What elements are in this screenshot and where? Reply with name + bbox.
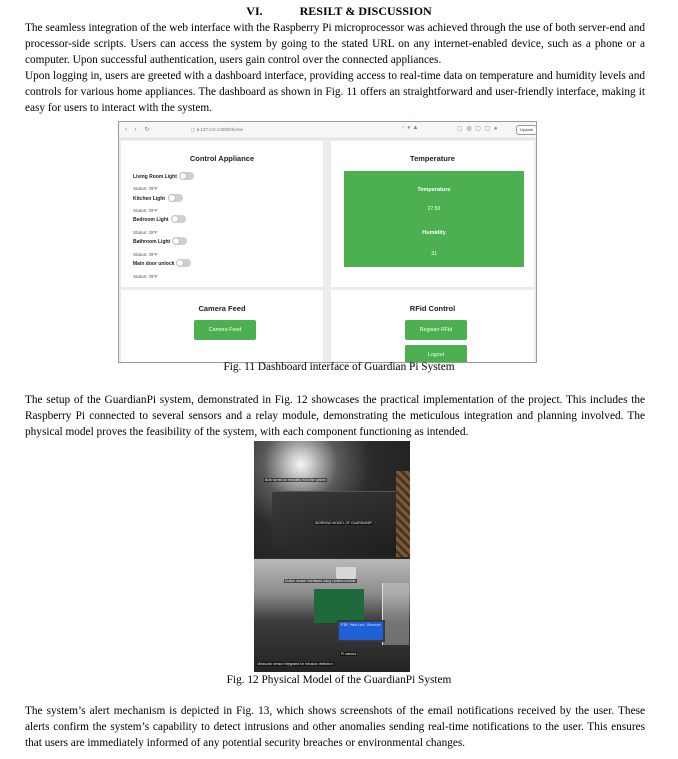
browser-url: ▢ ● 127.0.0.1:5000/home xyxy=(191,127,244,132)
paragraph-4: The system’s alert mechanism is depicted in Fig. 13, which shows screenshots of the email notifications received by the user. These alerts confirm the system’s capability to detect intrusions and other anomalies sending real-time notifications to the user. This ensures that users are immediately informed of any potential security breaches or environmental changes. xyxy=(25,705,645,749)
appliance-label-bedroom: Bedroom Light xyxy=(133,217,169,223)
section-heading xyxy=(0,4,678,19)
appliance-status-bedroom: Status: OFF xyxy=(133,230,158,235)
photo-tag-ultrasonic: Ultrasonic sensor integrated for intrusion detection xyxy=(257,662,333,666)
toggle-kitchen-light xyxy=(168,194,183,202)
photo-tag-model: WORKING MODEL OF GUARDIANPI xyxy=(315,521,373,525)
lcd-text: PIR Motion Sensor xyxy=(340,624,382,628)
sensor-readings-box xyxy=(344,171,524,267)
temperature-label: Temperature xyxy=(417,187,451,193)
rfid-control-panel xyxy=(331,290,534,362)
photo-tag-cam: Pi camera xyxy=(341,652,357,656)
appliance-label-bathroom: Bathroom Light xyxy=(133,239,171,245)
toggle-bedroom-light xyxy=(171,215,186,223)
photo-tag-bulb: Bulb turned on remotely from the system xyxy=(265,478,327,482)
appliance-status-living-room: Status: OFF xyxy=(133,186,158,191)
toggle-bathroom-light xyxy=(172,237,187,245)
figure-11-dashboard xyxy=(118,121,537,363)
paragraph-1: The seamless integration of the web interface with the Raspberry Pi microprocessor was achieved through the use of both server-end and processor-side scripts. Users can access the system by going to the stated URL on any internet-enabled device, such as a phone or a computer. Upon successful authentication, users gain control over the connected appliances. xyxy=(25,22,645,66)
browser-nav-icons: ‹ › ↻ xyxy=(125,127,153,133)
paragraph-2: Upon logging in, users are greeted with a dashboard interface, providing access to real-time data on temperature and humidity levels and controls for various home appliances. The dashboard as shown in Fig. 11 offers an straightforward and user-friendly interface, making it easy for users to interact with the system. xyxy=(25,70,645,114)
camera-feed-panel xyxy=(121,290,323,362)
rfid-control-title: RFid Control xyxy=(409,304,456,313)
update-button: Update xyxy=(516,125,537,135)
browser-extension-icons: ♂ ● ▲ xyxy=(401,125,419,131)
ultrasonic-sensor-module xyxy=(336,567,356,579)
url-text: 127.0.0.1:5000/home xyxy=(200,127,244,132)
temperature-panel xyxy=(331,141,534,287)
register-rfid-button: Register RFid xyxy=(405,320,467,340)
figure-12-photo xyxy=(254,441,410,672)
photo-sensors-and-lcd xyxy=(254,559,410,672)
section-title: RESILT & DISCUSSION xyxy=(299,4,432,18)
appliance-label-living-room: Living Room Light xyxy=(133,174,177,180)
camera-feed-button: Camera Feed xyxy=(194,320,256,340)
camera-feed-title: Camera Feed xyxy=(198,304,246,313)
raspberry-pi-board xyxy=(314,589,364,623)
paragraph-3: The setup of the GuardianPi system, demonstrated in Fig. 12 showcases the practical implementation of the project. This includes the Raspberry Pi connected to several sensors and a relay module, demonstrating the meticulous integration and planning involved. The physical model proves the feasibility of the system, with each component functioning as intended. xyxy=(25,394,645,438)
humidity-value: 31 xyxy=(431,251,437,257)
background-rug xyxy=(396,471,410,557)
control-appliance-title: Control Appliance xyxy=(189,154,255,163)
logout-button: Logout xyxy=(405,345,467,363)
section-number: VI. xyxy=(246,4,263,18)
photo-bulb-and-model xyxy=(254,441,410,557)
browser-toolbar xyxy=(119,122,536,139)
clear-case xyxy=(382,583,409,645)
sensor-readings-column xyxy=(415,179,453,263)
appliance-label-main-door: Main door unlock xyxy=(133,261,175,267)
appliance-status-bathroom: Status: OFF xyxy=(133,252,158,257)
photo-tag-motion: Motion sensor interfaced using camera module xyxy=(285,579,356,583)
lcd-display xyxy=(337,620,385,642)
browser-tool-icons: ▢ ◍ ▢ ▢ ● xyxy=(457,126,499,132)
figure-11-caption: Fig. 11 Dashboard interface of Guardian Pi System xyxy=(223,361,455,373)
appliance-label-kitchen: Kitchen Light xyxy=(133,196,165,202)
temperature-panel-title: Temperature xyxy=(410,154,455,163)
appliance-status-main-door: Status: OFF xyxy=(133,274,158,279)
control-appliance-panel xyxy=(121,141,323,287)
toggle-main-door-unlock xyxy=(176,259,191,267)
figure-12-caption: Fig. 12 Physical Model of the GuardianPi System xyxy=(226,674,452,686)
toggle-living-room-light xyxy=(179,172,194,180)
humidity-label: Humidity xyxy=(422,230,446,236)
temperature-value: 27.50 xyxy=(427,206,441,212)
appliance-status-kitchen: Status: OFF xyxy=(133,208,158,213)
